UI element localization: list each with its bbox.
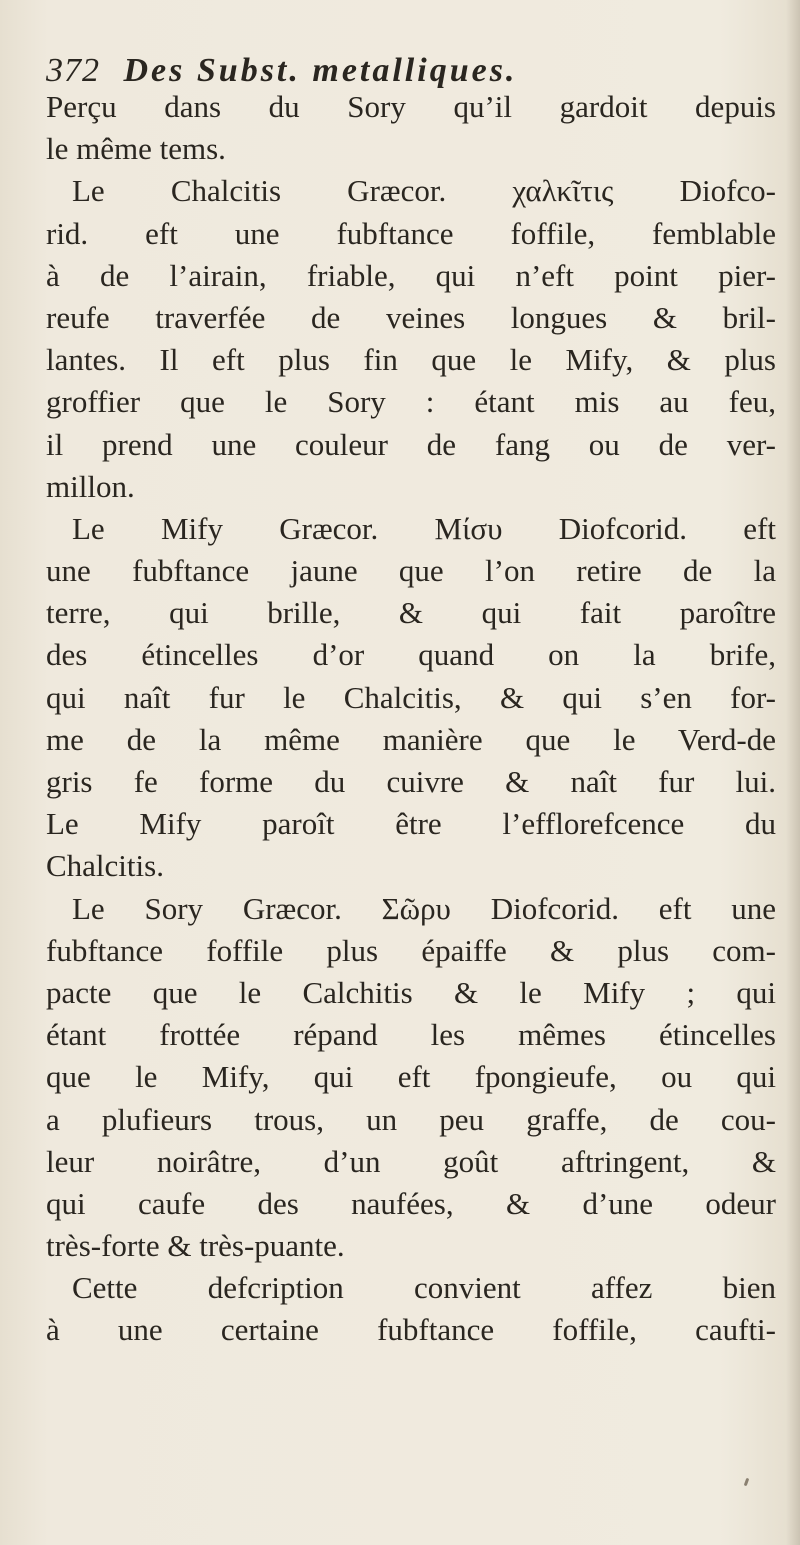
text-line: me de la même manière que le Verd-de [46,721,776,757]
text-line: à de l’airain, friable, qui n’eft point pier- [46,257,776,293]
text-line: le même tems. [46,131,226,167]
text-line: Chalcitis. [46,848,164,884]
paragraph-start-chalcitis: Le Chalcitis Græcor. χαλκῖτις Diofco- [72,173,776,209]
paragraph-start-sory: Le Sory Græcor. Σῶρυ Diofcorid. eft une [72,890,776,926]
text-line: groffier que le Sory : étant mis au feu, [46,384,776,420]
ink-speck [744,1478,750,1487]
text-line: fubftance foffile plus épaiffe & plus com- [46,932,776,968]
text-line: il prend une couleur de fang ou de ver- [46,426,776,462]
text-line: lantes. Il eft plus fin que le Mify, & plus [46,342,776,378]
text-line: gris fe forme du cuivre & naît fur lui. [46,764,776,799]
text-line: Perçu dans du Sory qu’il gardoit depuis [46,89,776,124]
text-line: leur noirâtre, d’un goût aftringent, & [46,1143,776,1179]
running-title: Des Subst. metalliques. [123,52,518,89]
text-line: rid. eft une fubftance foffile, femblable [46,215,776,251]
page-edge-shadow [786,0,800,1545]
text-line: étant frottée répand les mêmes étincelles [46,1017,776,1053]
text-line: a plufieurs trous, un peu graffe, de cou- [46,1101,776,1137]
text-line: des étincelles d’or quand on la brife, [46,637,776,673]
text-line: qui caufe des naufées, & d’une odeur [46,1185,776,1221]
text-line: Le Mify paroît être l’efflorefcence du [46,806,776,842]
page-number: 372 [46,52,100,89]
text-line: très-forte & très-puante. [46,1228,345,1264]
text-line: qui naît fur le Chalcitis, & qui s’en for- [46,679,776,715]
text-line: reufe traverfée de veines longues & bril- [46,299,776,335]
text-line: millon. [46,468,135,504]
paragraph-start-mify: Le Mify Græcor. Μίσυ Diofcorid. eft [72,510,776,546]
text-line: à une certaine fubftance foffile, caufti- [46,1312,776,1348]
text-line: terre, qui brille, & qui fait paroître [46,595,776,631]
text-line: une fubftance jaune que l’on retire de la [46,553,776,589]
body-text [46,86,776,1352]
text-line: que le Mify, qui eft fpongieufe, ou qui [46,1059,776,1095]
text-line: pacte que le Calchitis & le Mify ; qui [46,974,776,1010]
paragraph-start-cette: Cette defcription convient affez bien [72,1270,776,1306]
